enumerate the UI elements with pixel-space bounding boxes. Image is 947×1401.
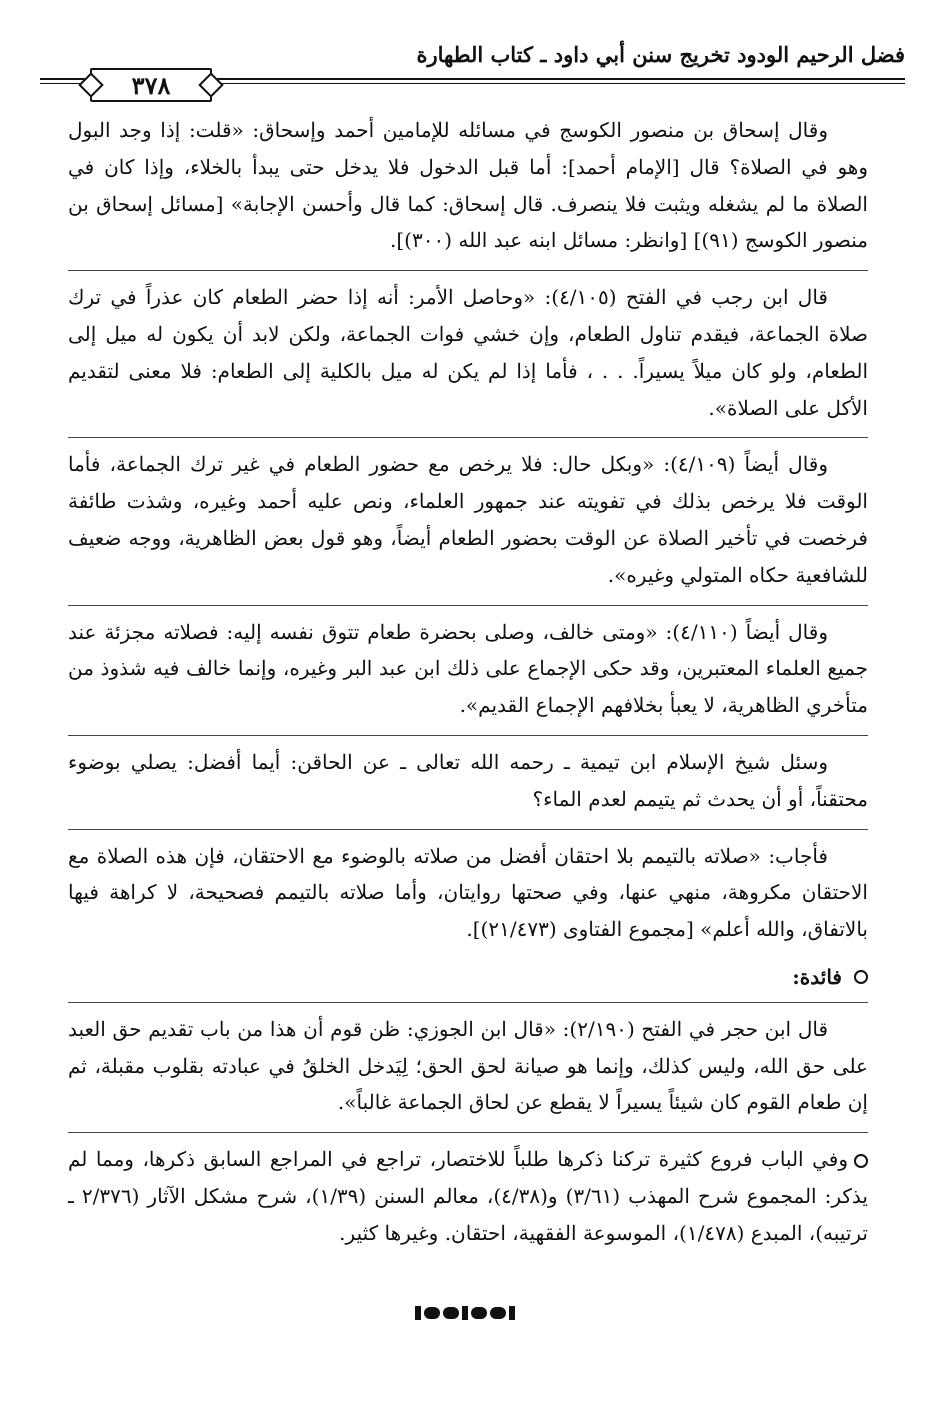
bullet-circle-icon [854,1154,868,1168]
page-number-badge [90,68,212,102]
ornament-bar [462,1306,468,1320]
ornament-bar [509,1306,515,1320]
paragraph-ishaq: وقال إسحاق بن منصور الكوسج في مسائله للإمامين أحمد وإسحاق: «قلت: إذا وجد البول وهو في الصلاة؟ قال [الإمام أحمد]: أما قبل الدخول فلا يدخل حتى يبدأ بالخلاء، وإذا كان في الصلاة ما لم يشغله ويثبت فلا ينصرف. قال إسحاق: كما قال وأحسن الإجابة» [مسائل إسحاق بن منصور الكوسج (٩١)] [وانظر: مسائل ابنه عبد الله (٣٠٠)]. [68,118,868,253]
references-text: وفي الباب فروع كثيرة تركنا ذكرها طلباً للاختصار، تراجع في المراجع السابق ذكرها، ومما لم يذكر: المجموع شرح المهذب (٣/٦١) و(٤/٣٨)، معالم السنن (١/٣٩)، شرح مشكل الآثار (٢/٣٧٦ ـ ترتيبه)، المبدع (١/٤٧٨)، الموسوعة الفقهية، احتقان. وغيرها كثير. [68,1147,868,1245]
divider [68,1132,868,1133]
main-text [68,112,868,1263]
header-title: فضل الرحيم الودود تخريج سنن أبي داود ـ كتاب الطهارة [416,42,905,67]
paragraph-ibn-taymiyyah-question: وسئل شيخ الإسلام ابن تيمية ـ رحمه الله تعالى ـ عن الحاقن: أيما أفضل: يصلي بوضوء محتقناً، أو أن يحدث ثم يتيمم لعدم الماء؟ [68,749,868,811]
paragraph-ibn-taymiyyah-answer: فأجاب: «صلاته بالتيمم بلا احتقان أفضل من صلاته بالوضوء مع الاحتقان، فإن هذه الصلاة مع الاحتقان مكروهة، منهي عنها، وفي صحتها روايتان، وأما صلاته بالتيمم فصحيحة، لا كراهة فيها بالاتفاق، والله أعلم» [مجموع الفتاوى (٢١/٤٧٣)]. [68,843,868,942]
divider [68,829,868,830]
ornament-segment [424,1307,440,1319]
ornament-bar [415,1306,421,1320]
paragraph-ibn-rajab-3: وقال أيضاً (٤/١١٠): «ومتى خالف، وصلى بحضرة طعام تتوق نفسه إليه: فصلاته مجزئة عند جميع العلماء المعتبرين، وقد حكى الإجماع على ذلك ابن عبد البر وغيره، وإنما خالف فيه شذوذ من متأخري الظاهرية، لا يعبأ بخلافهم الإجماع القديم». [68,619,868,718]
divider [68,270,868,271]
ornament-segment [490,1307,506,1319]
bullet-circle-icon [854,970,868,984]
paragraph-ibn-rajab: قال ابن رجب في الفتح (٤/١٠٥): «وحاصل الأمر: أنه إذا حضر الطعام كان عذراً في ترك صلاة الجماعة، فيقدم تناول الطعام، وإن خشي فوات الجماعة، ولكن لابد أن يكون له ميل إلى الطعام، ولو كان ميلاً يسيراً. . . ، فأما إذا لم يكن له ميل بالكلية إلى الطعام: فلا معنى لتقديم الأكل على الصلاة». [68,285,868,420]
note-heading [68,959,868,996]
divider [68,735,868,736]
running-header [40,38,905,100]
footer-ornament [395,1302,535,1324]
paragraph-references [68,1141,868,1251]
paragraph-ibn-hajar: قال ابن حجر في الفتح (٢/١٩٠): «قال ابن الجوزي: ظن قوم أن هذا من باب تقديم حق العبد على حق الله، وليس كذلك، وإنما هو صيانة لحق الحق؛ لِيَدخل الخلقُ في عبادته بقلوب مقبلة، ثم إن طعام القوم كان شيئاً يسيراً لا يقطع عن لحاق الجماعة غالباً». [68,1016,868,1115]
page-number: ٣٧٨ [131,70,171,100]
divider [68,605,868,606]
paragraph-ibn-rajab-2: وقال أيضاً (٤/١٠٩): «وبكل حال: فلا يرخص مع حضور الطعام في غير ترك الجماعة، فأما الوقت فلا يرخص بذلك في تفويته عند جمهور العلماء، ونص عليه أحمد وغيره، وشذت طائفة فرخصت في تأخير الصلاة عن الوقت بحضور الطعام أيضاً، وهو قول بعض الظاهرية، ووجه ضعيف للشافعية حكاه المتولي وغيره». [68,452,868,587]
divider [68,1002,868,1003]
note-heading-label: فائدة: [792,964,842,989]
divider [68,437,868,438]
ornament-segment [443,1307,459,1319]
ornament-segment [471,1307,487,1319]
